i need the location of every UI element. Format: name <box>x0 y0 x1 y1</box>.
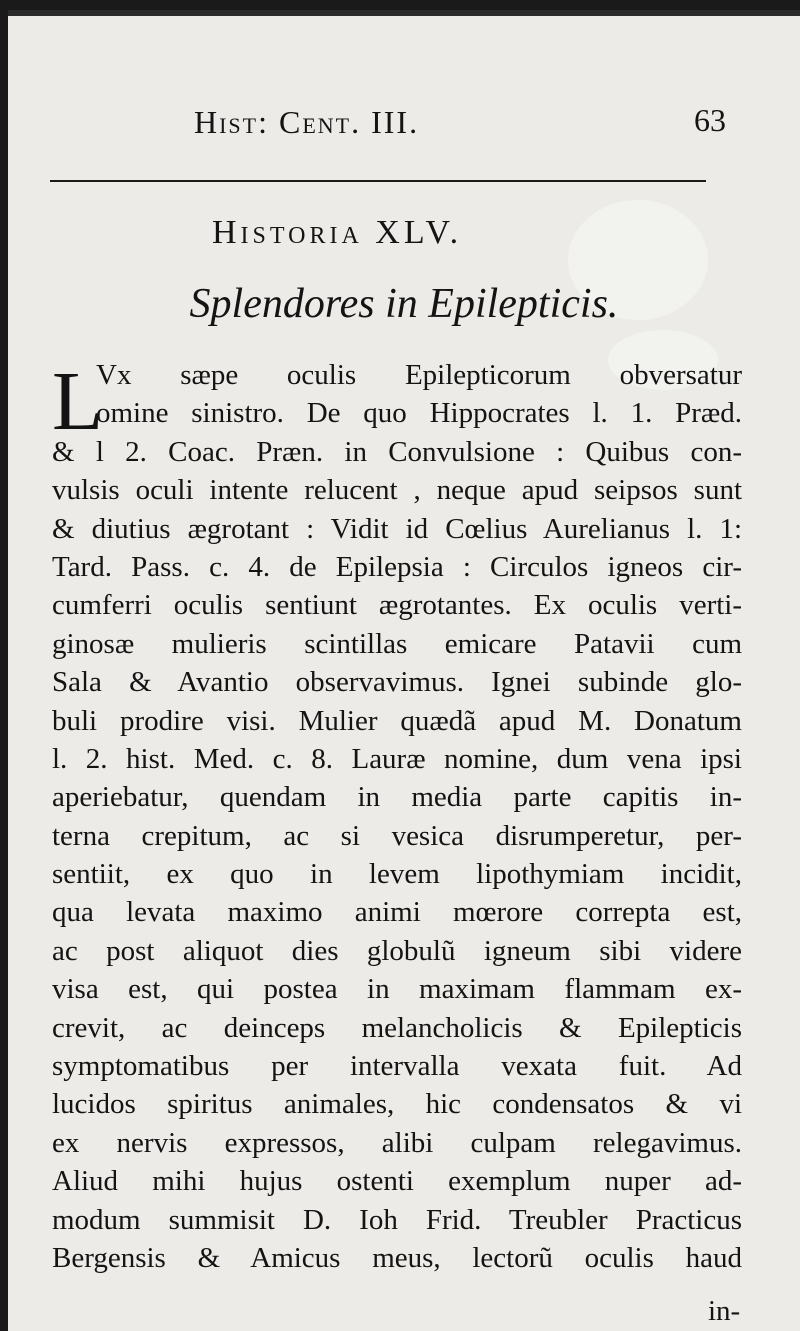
text-line: sentiit, ex quo in levem lipothymiam incidit, <box>52 858 742 891</box>
section-heading: Historia XLV. <box>212 214 463 251</box>
body-text <box>52 356 742 1277</box>
text-line: omine sinistro. De quo Hippocrates l. 1. Præd. <box>96 397 742 430</box>
text-line: Vx sæpe oculis Epilepticorum obversatur <box>96 359 742 391</box>
text-line: Sala & Avantio observavimus. Ignei subinde glo- <box>52 666 742 699</box>
running-head: Hist: Cent. III. <box>194 104 420 140</box>
text-line: cumferri oculis sentiunt ægrotantes. Ex oculis verti- <box>52 589 742 622</box>
page-number: 63 <box>694 102 726 138</box>
book-page <box>8 10 800 1331</box>
text-line: ac post aliquot dies globulũ igneum sibi videre <box>52 934 742 967</box>
text-line: l. 2. hist. Med. c. 8. Lauræ nomine, dum vena ipsi <box>52 742 742 775</box>
text-line: Tard. Pass. c. 4. de Epilepsia : Circulos igneos cir- <box>52 550 742 583</box>
text-line: symptomatibus per intervalla vexata fuit. Ad <box>52 1050 742 1083</box>
text-line: lucidos spiritus animales, hic condensatos & vi <box>52 1088 742 1121</box>
text-line: Bergensis & Amicus meus, lectorũ oculis haud <box>52 1241 742 1274</box>
text-line: modum summisit D. Ioh Frid. Treubler Practicus <box>52 1203 742 1236</box>
text-line: ginosæ mulieris scintillas emicare Patavii cum <box>52 627 742 660</box>
text-line: crevit, ac deinceps melancholicis & Epilepticis <box>52 1011 742 1044</box>
page-header <box>8 90 800 150</box>
section-title: Splendores in Epilepticis. <box>189 281 619 327</box>
text-line: & l 2. Coac. Præn. in Convulsione : Quibus con- <box>52 435 742 468</box>
text-line: buli prodire visi. Mulier quædã apud M. Donatum <box>52 704 742 737</box>
header-rule <box>50 180 706 182</box>
catchword: in- <box>708 1295 741 1327</box>
text-line: terna crepitum, ac si vesica disrumperetur, per- <box>52 819 742 852</box>
text-line: vulsis oculi intente relucent , neque apud seipsos sunt <box>52 474 742 507</box>
drop-cap: L <box>52 355 104 448</box>
text-line: & diutius ægrotant : Vidit id Cœlius Aurelianus l. 1: <box>52 512 742 545</box>
text-line: qua levata maximo animi mœrore correpta est, <box>52 896 742 929</box>
text-line: Aliud mihi hujus ostenti exemplum nuper ad- <box>52 1165 742 1198</box>
text-line: aperiebatur, quendam in media parte capitis in- <box>52 781 742 814</box>
text-line: visa est, qui postea in maximam flammam ex- <box>52 973 742 1006</box>
text-line: ex nervis expressos, alibi culpam relegavimus. <box>52 1126 742 1159</box>
